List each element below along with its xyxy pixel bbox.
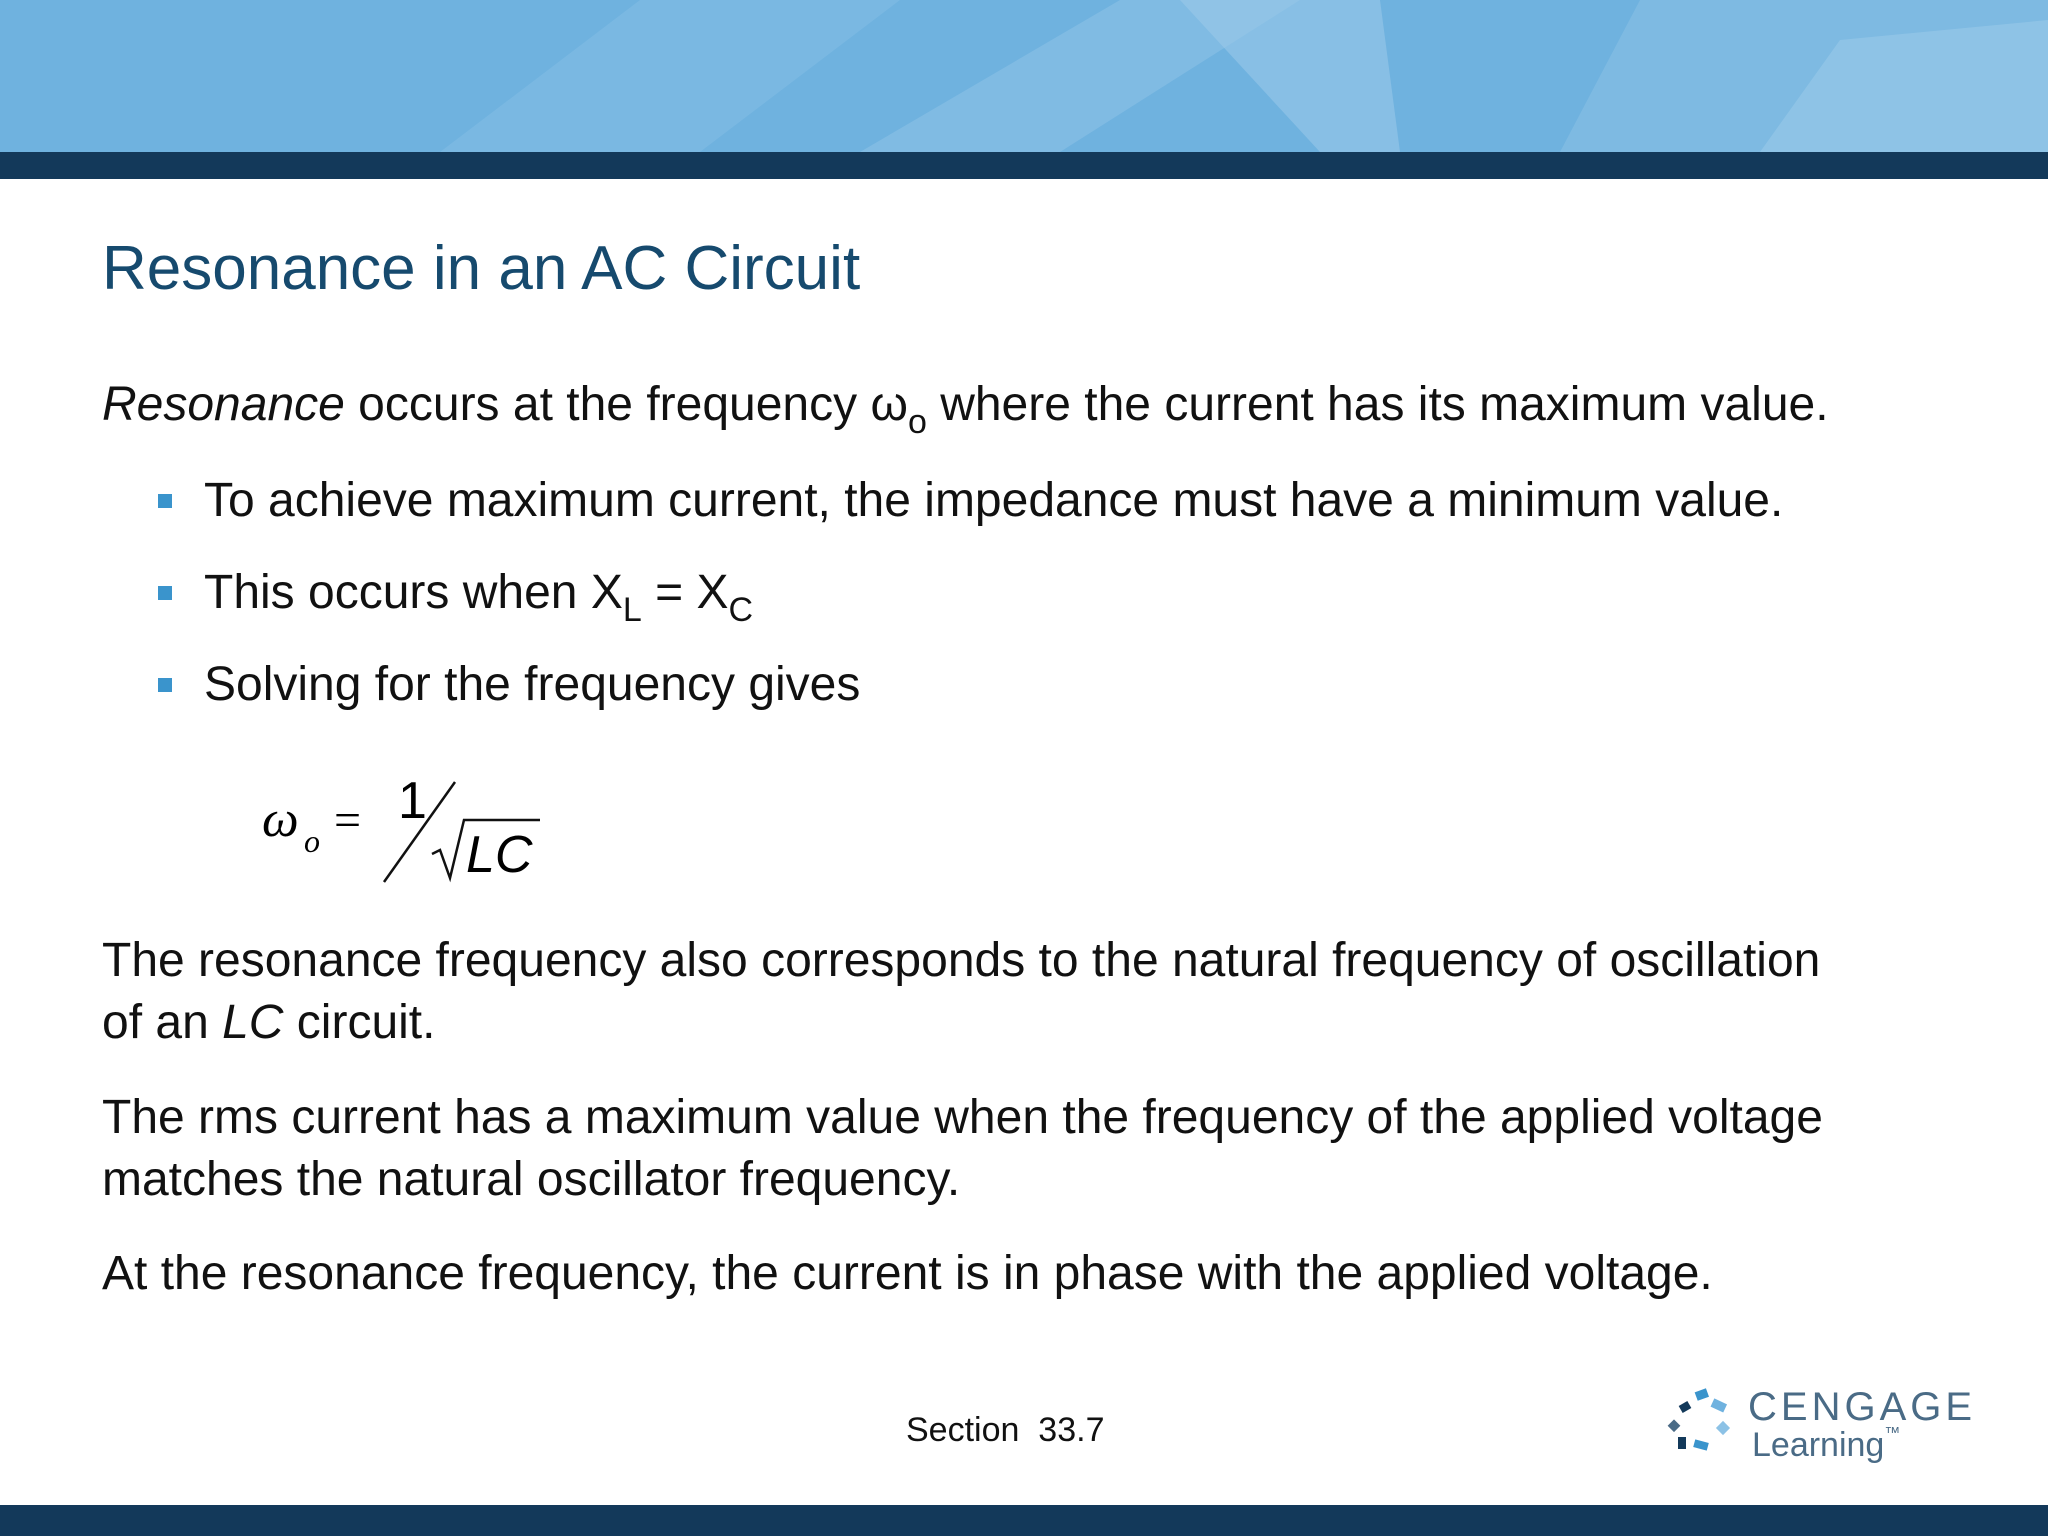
- subscript-c: C: [728, 591, 754, 629]
- intro-text-2: where the current has its maximum value.: [926, 378, 1829, 431]
- formula-numerator: 1: [398, 772, 427, 830]
- resonance-formula: [250, 770, 550, 890]
- formula-omega-sub: o: [304, 823, 320, 859]
- paragraph-natural-frequency: [102, 930, 1820, 1054]
- logo-text-learning-word: Learning: [1752, 1426, 1885, 1464]
- cengage-logo-icon: [1662, 1385, 1742, 1465]
- header-banner: [0, 0, 2048, 152]
- paragraph-italic-lc: LC: [222, 996, 284, 1049]
- paragraph-line-part: circuit.: [283, 996, 436, 1049]
- footer-bar: [0, 1505, 2048, 1536]
- bullet-text: Solving for the frequency gives: [204, 658, 861, 711]
- bullet-text-part: = X: [641, 566, 729, 619]
- trademark-symbol: ™: [1884, 1425, 1901, 1442]
- bullet-marker: [158, 586, 172, 600]
- logo-text-cengage: CENGAGE: [1748, 1385, 1977, 1429]
- banner-pattern: [0, 0, 2048, 152]
- paragraph-phase: At the resonance frequency, the current is in phase with the applied voltage.: [102, 1247, 1713, 1300]
- intro-subscript: o: [907, 403, 927, 441]
- section-label: Section 33.7: [906, 1411, 1105, 1449]
- bullet-marker: [158, 494, 172, 508]
- bullet-text: [204, 562, 754, 629]
- subscript-l: L: [622, 591, 642, 629]
- intro-paragraph: [102, 374, 1829, 441]
- bullet-text: To achieve maximum current, the impedance must have a minimum value.: [204, 474, 1784, 527]
- formula-equals: =: [334, 794, 362, 847]
- header-bar: [0, 152, 2048, 179]
- intro-text-1: occurs at the frequency ω: [344, 378, 908, 431]
- paragraph-line-part: of an: [102, 996, 223, 1049]
- paragraph-rms-current: [102, 1087, 1823, 1211]
- formula-denominator: LC: [466, 826, 533, 884]
- intro-term: Resonance: [102, 378, 345, 431]
- cengage-logo: [1662, 1385, 1977, 1475]
- logo-text-learning: [1752, 1425, 1900, 1465]
- slide-title: Resonance in an AC Circuit: [102, 234, 861, 303]
- paragraph-line: The rms current has a maximum value when the frequency of the applied voltage: [102, 1091, 1823, 1144]
- bullet-text-part: This occurs when X: [204, 566, 623, 619]
- formula-omega: ω: [262, 791, 299, 848]
- paragraph-line: matches the natural oscillator frequency.: [102, 1153, 961, 1206]
- paragraph-line: The resonance frequency also corresponds to the natural frequency of oscillation: [102, 934, 1821, 987]
- bullet-marker: [158, 678, 172, 692]
